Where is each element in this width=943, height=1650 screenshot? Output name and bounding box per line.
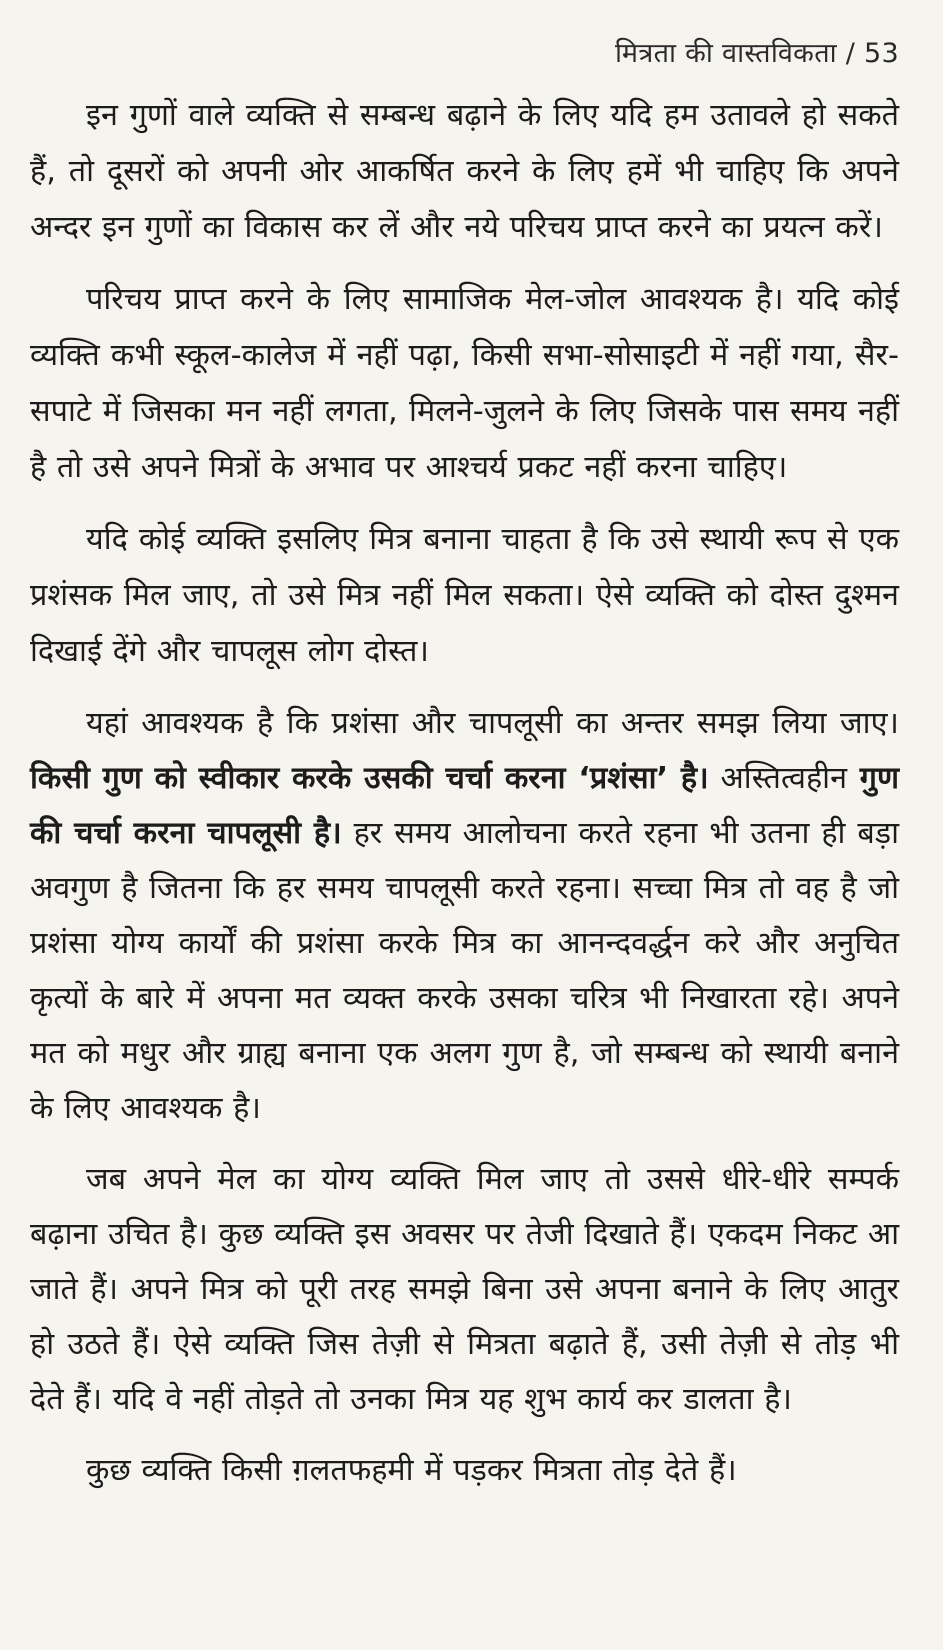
paragraph-4-text-a: यहां आवश्यक है कि प्रशंसा और चापलूसी का अन्तर समझ लिया जाए। [86,706,899,741]
paragraph-3: यदि कोई व्यक्ति इसलिए मित्र बनाना चाहता है कि उसे स्थायी रूप से एक प्रशंसक मिल जाए, तो उसे मित्र नहीं मिल सकता। ऐसे व्यक्ति को दोस्त दुश्मन दिखाई देंगे और चापलूस लोग दोस्त। [30,522,899,669]
body-text [30,88,899,1499]
paragraph-4-bold-b: गुण की चर्चा करना चापलूसी है। [30,761,900,851]
running-head: मित्रता की वास्तविकता / 53 [614,38,899,69]
paragraph-1: इन गुणों वाले व्यक्ति से सम्बन्ध बढ़ाने के लिए यदि हम उतावले हो सकते हैं, तो दूसरों को अपनी ओर आकर्षित करने के लिए हमें भी चाहिए कि अपने अन्दर इन गुणों का विकास कर लें और नये परिचय प्राप्त करने का प्रयत्न करें। [30,98,899,245]
paragraph-4 [30,696,899,1136]
paragraph-2: परिचय प्राप्त करने के लिए सामाजिक मेल-जोल आवश्यक है। यदि कोई व्यक्ति कभी स्कूल-कालेज में नहीं पढ़ा, किसी सभा-सोसाइटी में नहीं गया, सैर-सपाटे में जिसका मन नहीं लगता, मिलने-जुलने के लिए जिसके पास समय नहीं है तो उसे अपने मित्रों के अभाव पर आश्चर्य प्रकट नहीं करना चाहिए। [30,282,899,485]
paragraph-4-text-b: अस्तित्वहीन [708,761,848,796]
paragraph-4-bold-a: किसी गुण को स्वीकार करके उसकी चर्चा करना ‘प्रशंसा’ है। [30,761,709,796]
paragraph-5: जब अपने मेल का योग्य व्यक्ति मिल जाए तो उससे धीरे-धीरे सम्पर्क बढ़ाना उचित है। कुछ व्यक्ति इस अवसर पर तेजी दिखाते हैं। एकदम निकट आ जाते हैं। अपने मित्र को पूरी तरह समझे बिना उसे अपना बनाने के लिए आतुर हो उठते हैं। ऐसे व्यक्ति जिस तेज़ी से मित्रता बढ़ाते हैं, उसी तेज़ी से तोड़ भी देते हैं। यदि वे नहीं तोड़ते तो उनका मित्र यह शुभ कार्य कर डालता है। [30,1162,899,1417]
paragraph-6: कुछ व्यक्ति किसी ग़लतफहमी में पड़कर मित्रता तोड़ देते हैं। [86,1453,737,1488]
paragraph-4-text-c: हर समय आलोचना करते रहना भी उतना ही बड़ा अवगुण है जितना कि हर समय चापलूसी करते रहना। सच्चा मित्र तो वह है जो प्रशंसा योग्य कार्यों की प्रशंसा करके मित्र का आनन्दवर्द्धन करे और अनुचित कृत्यों के बारे में अपना मत व्यक्त करके उसका चरित्र भी निखारता रहे। अपने मत को मधुर और ग्राह्य बनाना एक अलग गुण है, जो सम्बन्ध को स्थायी बनाने के लिए आवश्यक है। [30,816,899,1126]
